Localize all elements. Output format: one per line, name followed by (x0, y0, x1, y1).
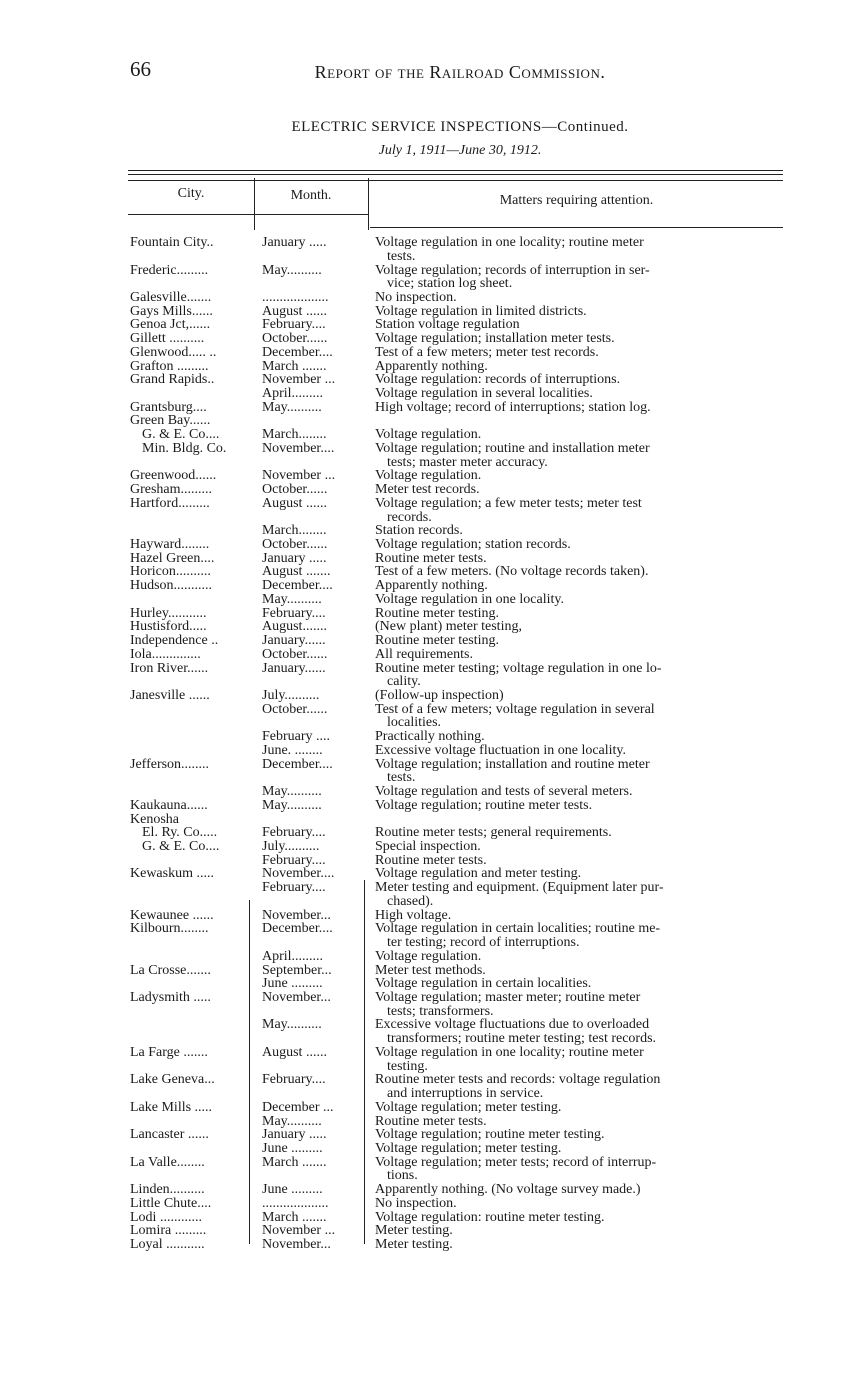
month-cell: January ..... (262, 550, 327, 566)
matter-cell: Apparently nothing. (375, 358, 488, 374)
top-double-rule-1 (128, 170, 783, 171)
column-divider-city-body (249, 900, 250, 1244)
month-cell: May.......... (262, 262, 322, 278)
table-row (0, 387, 867, 401)
month-cell: August ...... (262, 303, 327, 319)
table-row (0, 991, 867, 1005)
table-row (0, 1046, 867, 1060)
matter-cell: Test of a few meters. (No voltage records taken). (375, 564, 649, 580)
city-cell: Min. Bldg. Co. (142, 440, 227, 456)
table-row (0, 483, 867, 497)
table-row (0, 785, 867, 799)
month-cell: March ....... (262, 1209, 327, 1225)
matter-cell: Voltage regulation in several localities. (375, 386, 593, 401)
city-cell: Iron River...... (130, 660, 209, 676)
table-row (0, 291, 867, 305)
table-row (0, 840, 867, 854)
city-cell: Grand Rapids.. (130, 372, 215, 388)
table-row (0, 1087, 867, 1101)
matter-cell: Routine meter testing. (375, 605, 500, 621)
matter-cell: chased). (387, 893, 434, 909)
matter-cell: Voltage regulation; meter testing. (375, 1099, 562, 1115)
top-double-rule-3 (128, 180, 783, 181)
city-cell: Janesville ...... (130, 688, 210, 703)
table-row (0, 730, 867, 744)
matter-cell: cality. (387, 674, 421, 690)
matter-cell: testing. (387, 1058, 428, 1074)
month-cell: February.... (262, 880, 326, 896)
month-cell: September... (262, 962, 332, 978)
matter-cell: Station voltage regulation (375, 317, 520, 333)
matter-cell: No inspection. (375, 289, 457, 305)
matter-cell: tions. (387, 1168, 418, 1184)
matter-cell: Apparently nothing. (No voltage survey made.) (375, 1182, 641, 1198)
city-cell: Kewaunee ...... (130, 907, 214, 923)
month-cell: November... (262, 1237, 331, 1252)
matter-cell: Routine meter testing; voltage regulation in one lo- (375, 660, 662, 676)
month-cell: January ..... (262, 235, 327, 250)
city-cell: Kenosha (130, 811, 179, 827)
city-cell: Lodi ............ (130, 1209, 202, 1225)
month-cell: July.......... (262, 838, 320, 854)
month-cell: November ... (262, 1223, 336, 1239)
matter-cell: tests; master meter accuracy. (387, 454, 548, 470)
table-row (0, 1238, 867, 1252)
matter-cell: vice; station log sheet. (387, 276, 513, 292)
table-row (0, 1032, 867, 1046)
matter-cell: Excessive voltage fluctuations due to overloaded (375, 1017, 650, 1033)
matter-cell: Voltage regulation and tests of several meters. (375, 784, 633, 799)
city-cell: Independence .. (130, 633, 219, 649)
city-cell: Lancaster ...... (130, 1127, 209, 1143)
matter-cell: tests. (387, 770, 416, 786)
city-cell: Loyal ........... (130, 1237, 205, 1252)
month-cell: February.... (262, 605, 326, 621)
month-cell: June ......... (262, 1182, 323, 1198)
month-cell: October...... (262, 331, 328, 347)
month-cell: June ......... (262, 1140, 323, 1156)
matter-cell: Voltage regulation in one locality. (375, 591, 564, 607)
city-cell: Glenwood..... .. (130, 344, 217, 360)
matter-cell: Voltage regulation: records of interruptions. (375, 372, 621, 388)
month-cell: December.... (262, 578, 333, 594)
month-cell: June ......... (262, 976, 323, 992)
month-cell: January ..... (262, 1127, 327, 1143)
matter-cell: Routine meter tests and records: voltage regulation (375, 1072, 661, 1088)
matter-cell: Special inspection. (375, 838, 481, 854)
matter-cell: transformers; routine meter testing; test records. (387, 1031, 657, 1047)
month-cell: February .... (262, 729, 331, 745)
table-row (0, 895, 867, 909)
table-row (0, 799, 867, 813)
city-cell: Ladysmith ..... (130, 989, 211, 1005)
header-rule-matters (370, 227, 783, 228)
matter-cell: Station records. (375, 523, 463, 539)
matter-cell: Voltage regulation in certain localities; routine me- (375, 921, 661, 937)
matter-cell: and interruptions in service. (387, 1086, 544, 1101)
table-row (0, 634, 867, 648)
month-cell: November ... (262, 468, 336, 484)
table-row (0, 236, 867, 250)
column-divider-month-body (364, 880, 365, 1244)
table-row (0, 538, 867, 552)
table-row (0, 1101, 867, 1115)
month-cell: June. ........ (262, 742, 323, 758)
matter-cell: Voltage regulation. (375, 468, 482, 484)
city-cell: Lake Mills ..... (130, 1099, 213, 1115)
matter-cell: Apparently nothing. (375, 578, 488, 594)
matter-cell: Meter testing and equipment. (Equipment later pur- (375, 880, 664, 896)
city-cell: Fountain City.. (130, 235, 214, 250)
city-cell: G. & E. Co.... (142, 838, 220, 854)
table-row (0, 758, 867, 772)
table-row (0, 881, 867, 895)
matter-cell: Test of a few meters; voltage regulation in several (375, 701, 655, 717)
table-row (0, 1197, 867, 1211)
matter-cell: No inspection. (375, 1195, 457, 1211)
month-cell: May.......... (262, 1017, 322, 1033)
matter-cell: (New plant) meter testing, (375, 619, 522, 635)
city-cell: Frederic......... (130, 262, 209, 278)
month-cell: July.......... (262, 688, 320, 703)
matter-cell: Voltage regulation in one locality; routine meter (375, 1044, 644, 1060)
matter-cell: Voltage regulation; station records. (375, 537, 571, 552)
city-cell: Horicon.......... (130, 564, 211, 580)
matter-cell: High voltage. (375, 907, 452, 923)
city-cell: Kilbourn........ (130, 921, 209, 937)
month-cell: March........ (262, 523, 327, 539)
month-cell: November.... (262, 866, 335, 882)
month-cell: ................... (262, 1195, 329, 1211)
table-row (0, 346, 867, 360)
matter-cell: Voltage regulation in one locality; routine meter (375, 235, 644, 250)
table-row (0, 250, 867, 264)
city-cell: Kewaskum ..... (130, 866, 214, 882)
month-cell: August....... (262, 619, 327, 635)
city-cell: Linden.......... (130, 1182, 205, 1198)
city-cell: Green Bay...... (130, 413, 211, 429)
city-cell: Hayward........ (130, 537, 210, 552)
matter-cell: Voltage regulation; installation and routine meter (375, 756, 650, 772)
matter-cell: Routine meter testing. (375, 633, 500, 649)
matter-cell: Meter test methods. (375, 962, 486, 978)
page-number: 66 (130, 57, 151, 81)
matter-cell: High voltage; record of interruptions; station log. (375, 399, 651, 415)
matter-cell: Excessive voltage fluctuation in one locality. (375, 742, 627, 758)
month-cell: August ....... (262, 564, 331, 580)
month-cell: December.... (262, 921, 333, 937)
table-title: ELECTRIC SERVICE INSPECTIONS—Continued. (291, 119, 629, 135)
month-cell: May.......... (262, 591, 322, 607)
month-cell: February.... (262, 825, 326, 841)
month-cell: May.......... (262, 1113, 322, 1129)
date-range: July 1, 1911—June 30, 1912. (378, 143, 542, 158)
table-row (0, 648, 867, 662)
month-cell: ................... (262, 289, 329, 305)
city-cell: El. Ry. Co..... (142, 825, 218, 841)
city-cell: Little Chute.... (130, 1195, 212, 1211)
table-row (0, 1183, 867, 1197)
city-cell: Galesville....... (130, 289, 212, 305)
month-cell: April......... (262, 386, 324, 401)
month-cell: March ....... (262, 1154, 327, 1170)
city-cell: Greenwood...... (130, 468, 217, 484)
month-cell: December.... (262, 756, 333, 772)
matter-cell: Voltage regulation and meter testing. (375, 866, 582, 882)
table-row (0, 744, 867, 758)
city-cell: Hartford......... (130, 495, 210, 511)
month-cell: March ....... (262, 358, 327, 374)
matter-cell: Voltage regulation; routine and installation meter (375, 440, 650, 456)
city-cell: Grafton ......... (130, 358, 209, 374)
matter-cell: ter testing; record of interruptions. (387, 935, 580, 950)
month-cell: May.......... (262, 784, 322, 799)
month-cell: November ... (262, 372, 336, 388)
city-cell: La Crosse....... (130, 962, 211, 978)
month-cell: October...... (262, 537, 328, 552)
month-cell: August ...... (262, 495, 327, 511)
month-cell: February.... (262, 317, 326, 333)
month-cell: August ...... (262, 1044, 327, 1060)
month-cell: October...... (262, 646, 328, 662)
matter-cell: Voltage regulation; routine meter tests. (375, 797, 593, 813)
table-row (0, 950, 867, 964)
table-row (0, 1156, 867, 1170)
month-cell: February.... (262, 1072, 326, 1088)
matter-cell: Meter testing. (375, 1237, 453, 1252)
month-cell: March........ (262, 427, 327, 443)
month-cell: April......... (262, 948, 324, 964)
city-cell: Gillett .......... (130, 331, 205, 347)
city-cell: Gays Mills...... (130, 303, 213, 319)
matter-cell: Routine meter tests; general requirements. (375, 825, 612, 841)
matter-cell: Meter testing. (375, 1223, 453, 1239)
table-row (0, 689, 867, 703)
matter-cell: tests; transformers. (387, 1003, 494, 1019)
top-double-rule-2 (128, 174, 783, 175)
column-divider-2 (368, 178, 369, 230)
column-header-month: Month. (290, 188, 332, 203)
month-cell: January...... (262, 660, 326, 676)
city-cell: Grantsburg.... (130, 399, 207, 415)
city-cell: Genoa Jct,...... (130, 317, 211, 333)
matter-cell: (Follow-up inspection) (375, 688, 504, 703)
city-cell: Hurley........... (130, 605, 207, 621)
table-row (0, 593, 867, 607)
page-title: Report of the Railroad Commission. (314, 62, 606, 82)
city-cell: Hustisford..... (130, 619, 207, 635)
month-cell: February.... (262, 852, 326, 868)
table-row (0, 497, 867, 511)
column-header-matters: Matters requiring attention. (499, 193, 654, 208)
matter-cell: Voltage regulation: routine meter testing. (375, 1209, 605, 1225)
month-cell: December ... (262, 1099, 334, 1115)
city-cell: Iola.............. (130, 646, 201, 662)
matter-cell: Voltage regulation in limited districts. (375, 303, 587, 319)
matter-cell: Voltage regulation. (375, 427, 482, 443)
matter-cell: Routine meter tests. (375, 852, 487, 868)
month-cell: May.......... (262, 399, 322, 415)
city-cell: G. & E. Co.... (142, 427, 220, 443)
city-cell: Lomira ......... (130, 1223, 207, 1239)
city-cell: Gresham......... (130, 482, 213, 498)
table-row (0, 936, 867, 950)
city-cell: Lake Geneva... (130, 1072, 215, 1088)
matter-cell: records. (387, 509, 432, 525)
matter-cell: Voltage regulation; meter tests; record of interrup- (375, 1154, 657, 1170)
matter-cell: Voltage regulation; routine meter testing. (375, 1127, 605, 1143)
matter-cell: tests. (387, 248, 416, 264)
month-cell: May.......... (262, 797, 322, 813)
city-cell: Hazel Green.... (130, 550, 215, 566)
matter-cell: Routine meter tests. (375, 550, 487, 566)
city-cell: La Farge ....... (130, 1044, 208, 1060)
matter-cell: Meter test records. (375, 482, 480, 498)
month-cell: October...... (262, 701, 328, 717)
matter-cell: Practically nothing. (375, 729, 485, 745)
column-divider-1 (254, 178, 255, 230)
month-cell: December.... (262, 344, 333, 360)
table-row (0, 662, 867, 676)
column-header-city: City. (177, 186, 205, 201)
matter-cell: Voltage regulation in certain localities. (375, 976, 592, 992)
matter-cell: Voltage regulation. (375, 948, 482, 964)
month-cell: November... (262, 907, 331, 923)
matter-cell: Voltage regulation; a few meter tests; meter test (375, 495, 642, 511)
matter-cell: All requirements. (375, 646, 473, 662)
table-row (0, 332, 867, 346)
matter-cell: Test of a few meters; meter test records. (375, 344, 599, 360)
city-cell: La Valle........ (130, 1154, 205, 1170)
matter-cell: localities. (387, 715, 442, 731)
city-cell: Hudson........... (130, 578, 213, 594)
month-cell: November... (262, 989, 331, 1005)
matter-cell: Voltage regulation; records of interruption in ser- (375, 262, 650, 278)
matter-cell: Routine meter tests. (375, 1113, 487, 1129)
city-cell: Kaukauna...... (130, 797, 208, 813)
month-cell: November.... (262, 440, 335, 456)
table-row (0, 1142, 867, 1156)
table-row (0, 442, 867, 456)
matter-cell: Voltage regulation; meter testing. (375, 1140, 562, 1156)
header-rule-city-month (128, 214, 368, 215)
matter-cell: Voltage regulation; installation meter tests. (375, 331, 615, 347)
matter-cell: Voltage regulation; master meter; routine meter (375, 989, 641, 1005)
month-cell: October...... (262, 482, 328, 498)
city-cell: Jefferson........ (130, 756, 210, 772)
month-cell: January...... (262, 633, 326, 649)
